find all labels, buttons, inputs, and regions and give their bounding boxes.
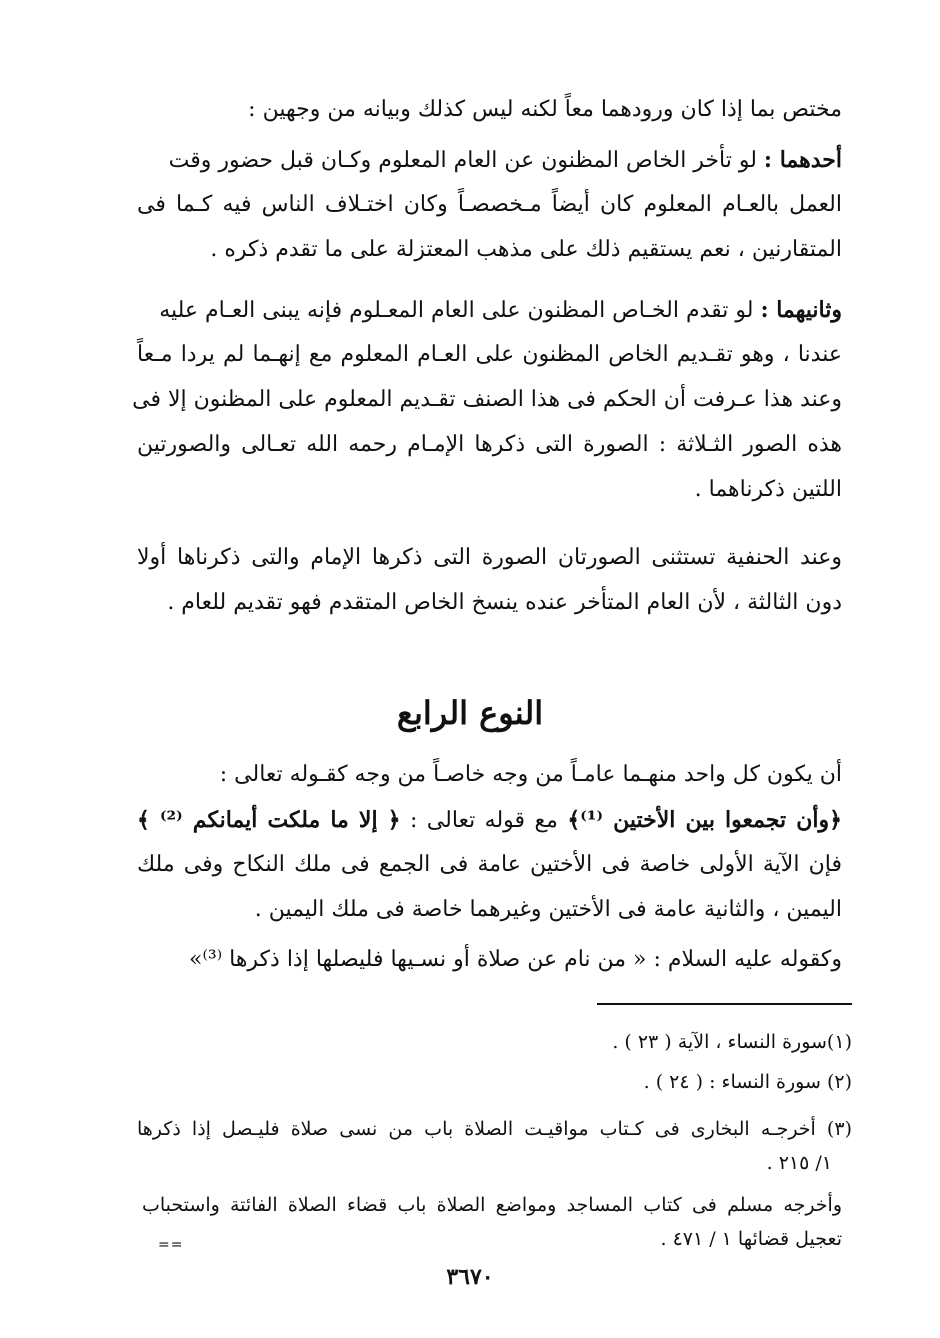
text-line: هذه الصور الثـلاثة : الصورة التى ذكرها الإمـام رحمه الله تعـالى والصورتين <box>137 432 842 457</box>
paragraph-lead: أحدهما : <box>763 147 842 173</box>
text-line-content: لو تقدم الخـاص المظنون على العام المعـلوم فإنه يبنى العـام عليه <box>159 298 754 323</box>
text-line: دون الثالثة ، لأن العام المتأخر عنده ينسخ الخاص المتقدم فهو تقديم للعام . <box>167 590 842 615</box>
text-line <box>137 800 842 840</box>
text-line: وعند الحنفية تستثنى الصورتان الصورة التى ذكرها الإمام والتى ذكرناها أولا <box>137 545 842 570</box>
paragraph-hanafi <box>137 538 842 623</box>
text-line: العمل بالعـام المعلوم كان أيضاً مـخصصـاً وكان اختـلاف الناس فيه كـما فى <box>137 192 842 217</box>
text-line: أن يكون كل واحد منهـما عامـاً من وجه خاصـاً من وجه كقـوله تعالى : <box>219 762 842 787</box>
text-line: مختص بما إذا كان ورودهما معاً لكنه ليس كذلك وبيانه من وجهين : <box>248 97 842 122</box>
text-line: وعند هذا عـرفت أن الحكم فى هذا الصنف تقـديم المعلوم على المظنون إلا فى <box>132 387 842 412</box>
paragraph-intro <box>137 90 842 130</box>
text-line: المتقارنين ، نعم يستقيم ذلك على مذهب المعتزلة على ما تقدم ذكره . <box>210 237 842 262</box>
footnote: تعجيل قضائها ١ / ٤٧١ . <box>660 1228 842 1250</box>
text-line-content: لو تأخر الخاص المظنون عن العام المعلوم وكـان قبل حضور وقت <box>168 148 757 173</box>
text-line: عندنا ، وهو تقـديم الخاص المظنون على العـام المعلوم مع إنهـما لم يردا مـعاً <box>137 342 842 367</box>
quran-verse: ﴿ إلا ما ملكت أيمانكم ⁽²⁾ ﴾ <box>137 807 401 833</box>
footnote-separator <box>597 1003 852 1005</box>
footnote: (١)سورة النساء ، الآية ( ٢٣ ) . <box>612 1031 852 1053</box>
footnote: (٢) سورة النساء : ( ٢٤ ) . <box>643 1071 852 1093</box>
text-line-content: مع قوله تعالى : <box>409 808 558 833</box>
footnotes <box>137 1025 852 1255</box>
text-line: فإن الآية الأولى خاصة فى الأختين عامة فى الجمع فى ملك النكاح وفى ملك <box>137 852 842 877</box>
text-line <box>137 140 842 180</box>
paragraph-first-aspect <box>137 140 842 270</box>
text-line: اليمين ، والثانية عامة فى الأختين وغيرهما خاصة فى ملك اليمين . <box>254 897 842 922</box>
text-line: اللتين ذكرناهما . <box>694 477 842 502</box>
page-number: ٣٦٧٠ <box>446 1264 494 1290</box>
paragraph-lead: وثانيهما : <box>760 297 842 323</box>
paragraph-second-aspect <box>132 290 842 520</box>
footnote: (٣) أخرجـه البخارى فى كـتاب مواقيـت الصلاة باب من نسى صلاة فليـصل إذا ذكرها <box>137 1118 852 1140</box>
text-line <box>137 290 842 330</box>
section-heading: النوع الرابع <box>396 694 544 732</box>
quran-verse: ﴿وأن تجمعوا بين الأختين ⁽¹⁾﴾ <box>567 807 843 833</box>
text-line: وكقوله عليه السلام : « من نام عن صلاة أو نسـيها فليصلها إذا ذكرها ⁽³⁾» <box>189 947 842 972</box>
footnote: وأخرجه مسلم فى كتاب المساجد ومواضع الصلاة باب قضاء الصلاة الفائتة واستحباب <box>142 1194 842 1216</box>
end-marker: == <box>158 1237 184 1253</box>
section-body <box>137 755 842 985</box>
footnote: ١/ ٢١٥ . <box>766 1152 832 1174</box>
